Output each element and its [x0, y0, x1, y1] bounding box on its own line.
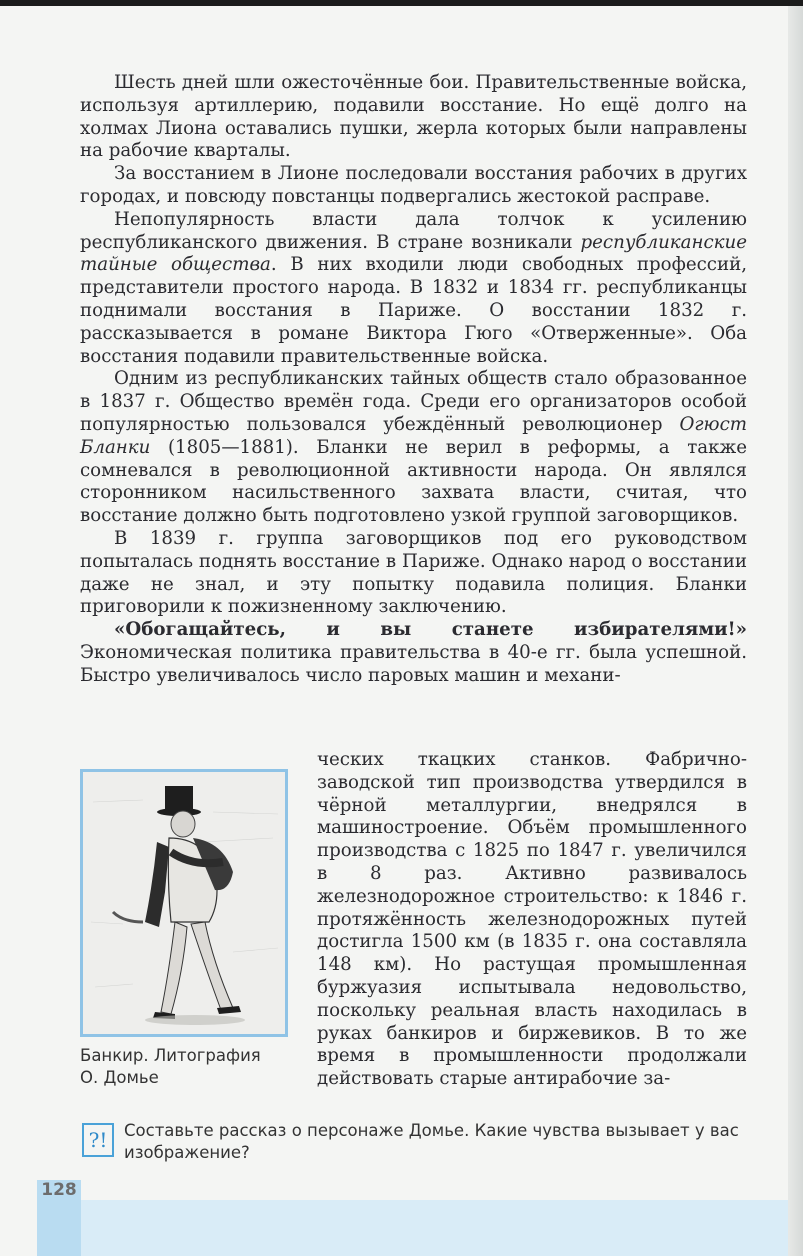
question-text: Составьте рассказ о персонаже Домье. Какие чувства вызывает у вас изображение? — [124, 1121, 739, 1162]
paragraph-1839: В 1839 г. группа заговорщиков под его руководством попыталась поднять восстание в Париже. Однако народ о восстании даже не знал, и эту попытку подавила полиция. Бланки приговорили к пожизненному заключению. — [80, 527, 747, 618]
caption-title: Банкир. Литография — [80, 1046, 261, 1065]
footer-band — [80, 1200, 788, 1256]
question-block — [80, 1118, 760, 1168]
lithograph-image — [80, 769, 288, 1037]
page-top-edge — [0, 0, 803, 6]
paragraph-battles: Шесть дней шли ожесточённые бои. Правительственные войска, используя артиллерию, подавили восстание. Но ещё долго на холмах Лиона оставались пушки, жерла которых были направлены на рабочие кварталы. — [80, 72, 747, 162]
wrapped-text-column — [317, 749, 747, 1091]
caption-author: О. Домье — [80, 1068, 159, 1087]
banker-illustration — [83, 772, 285, 1034]
question-mark-icon: ?! — [82, 1123, 114, 1157]
main-text — [80, 72, 747, 688]
page-right-edge — [788, 6, 803, 1256]
page-number: 128 — [41, 1180, 77, 1200]
paragraph-economy: «Обогащайтесь, и вы станете избирателями!» Экономическая политика правительства в 40-е гг. была успешной. Быстро увеличивалось число паровых машин и механи- — [80, 619, 747, 686]
figure-banker — [80, 769, 292, 1089]
paragraph-republicans: Непопулярность власти дала толчок к усилению республиканского движения. В стране возникали республиканские тайные общества. В них входили люди свободных профессий, представители простого народа. В 1832 и 1834 гг. республиканцы поднимали восстания в Париже. О восстании 1832 г. рассказывается в романе Виктора Гюго «Отверженные». Оба восстания подавили правительственные войска. — [80, 208, 747, 367]
paragraph-uprisings: За восстанием в Лионе последовали восстания рабочих в других городах, и повсюду повстанцы подвергались жестокой расправе. — [80, 163, 747, 207]
figure-caption — [80, 1045, 292, 1089]
paragraph-blanqui: Одним из республиканских тайных обществ стало образованное в 1837 г. Общество времён года. Среди его организаторов особой популярностью пользовался убеждённый революционер Огюст Бланки (1805—1881). Бланки не верил в реформы, а также сомневался в революционной активности народа. Он являлся сторонником насильственного захвата власти, считая, что восстание должно быть подготовлено узкой группой заговорщиков. — [80, 368, 747, 527]
paragraph-economy-continued: ческих ткацких станков. Фабрично-заводской тип производства утвердился в чёрной металлургии, внедрялся в машиностроение. Объём промышленного производства с 1825 по 1847 г. увеличился в 8 раз. Активно развивалось железнодорожное строительство: к 1846 г. протяжённость железнодорожных путей достигла 1500 км (в 1835 г. она составляла 148 км). Но растущая промышленная буржуазия испытывала недовольство, поскольку реальная власть находилась в руках банкиров и биржевиков. В то же время в промышленности продолжали действовать старые антирабочие за- — [317, 749, 747, 1090]
page-tab — [37, 1180, 81, 1256]
